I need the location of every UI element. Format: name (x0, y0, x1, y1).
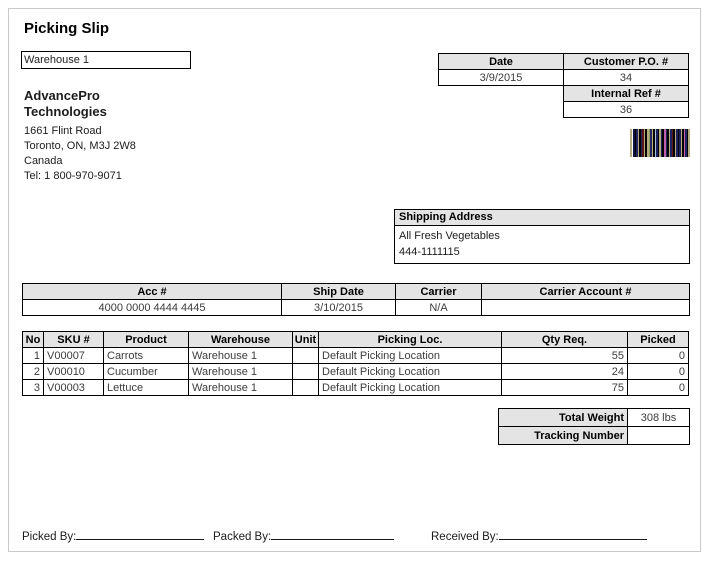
account-table (22, 283, 690, 316)
item-no: 2 (23, 364, 44, 380)
received-by-field (431, 527, 647, 543)
totals-table (498, 408, 690, 445)
carrier-account-header: Carrier Account # (482, 284, 690, 300)
items-table (22, 331, 689, 396)
spacer-cell (439, 102, 564, 118)
company-block (24, 88, 136, 184)
item-picking-loc: Default Picking Location (319, 380, 502, 396)
received-by-line (499, 527, 647, 540)
item-row (23, 380, 689, 396)
total-weight-label: Total Weight (499, 409, 628, 427)
item-picked: 0 (628, 364, 689, 380)
tracking-number-value (628, 427, 690, 445)
item-picked: 0 (628, 380, 689, 396)
table-row (23, 300, 690, 316)
received-by-label: Received By: (431, 531, 499, 543)
item-unit (293, 348, 319, 364)
item-picking-loc: Default Picking Location (319, 364, 502, 380)
packed-by-field (213, 527, 394, 543)
page-title: Picking Slip (24, 20, 110, 37)
tracking-number-label: Tracking Number (499, 427, 628, 445)
warehouse-header: Warehouse (189, 332, 293, 348)
shipping-address-body (394, 226, 690, 264)
shipping-address-line: 444-1111115 (399, 246, 460, 258)
picking-loc-header: Picking Loc. (319, 332, 502, 348)
item-unit (293, 364, 319, 380)
company-address-line: Toronto, ON, M3J 2W8 (24, 140, 136, 152)
items-header-row (23, 332, 689, 348)
item-unit (293, 380, 319, 396)
total-weight-value: 308 lbs (628, 409, 690, 427)
no-header: No (23, 332, 44, 348)
carrier-account-value (482, 300, 690, 316)
sku-header: SKU # (44, 332, 104, 348)
item-sku: V00003 (44, 380, 104, 396)
date-value: 3/9/2015 (439, 70, 564, 86)
item-row (23, 348, 689, 364)
internal-ref-header: Internal Ref # (564, 86, 689, 102)
table-row (439, 102, 689, 118)
company-name-line2: Technologies (24, 104, 107, 119)
date-header: Date (439, 54, 564, 70)
item-row (23, 364, 689, 380)
item-sku: V00007 (44, 348, 104, 364)
shipping-address-box (394, 209, 690, 264)
table-row (439, 86, 689, 102)
item-product: Cucumber (104, 364, 189, 380)
qty-req-header: Qty Req. (502, 332, 628, 348)
item-warehouse: Warehouse 1 (189, 348, 293, 364)
carrier-header: Carrier (396, 284, 482, 300)
ship-date-value: 3/10/2015 (282, 300, 396, 316)
picked-by-label: Picked By: (22, 531, 77, 543)
item-no: 3 (23, 380, 44, 396)
table-row (499, 427, 690, 445)
shipping-address-line: All Fresh Vegetables (399, 230, 500, 242)
table-row (439, 70, 689, 86)
carrier-value: N/A (396, 300, 482, 316)
item-warehouse: Warehouse 1 (189, 364, 293, 380)
item-no: 1 (23, 348, 44, 364)
picked-by-line (76, 527, 204, 540)
item-qty-req: 55 (502, 348, 628, 364)
item-picked: 0 (628, 348, 689, 364)
item-product: Carrots (104, 348, 189, 364)
table-row (23, 284, 690, 300)
spacer-cell (439, 86, 564, 102)
item-qty-req: 24 (502, 364, 628, 380)
picked-header: Picked (628, 332, 689, 348)
picked-by-field (22, 527, 204, 543)
company-name-line1: AdvancePro (24, 88, 100, 103)
item-qty-req: 75 (502, 380, 628, 396)
item-picking-loc: Default Picking Location (319, 348, 502, 364)
packed-by-line (271, 527, 394, 540)
company-address-line: Canada (24, 155, 63, 167)
item-sku: V00010 (44, 364, 104, 380)
customer-po-value: 34 (564, 70, 689, 86)
acc-number-header: Acc # (23, 284, 282, 300)
item-warehouse: Warehouse 1 (189, 380, 293, 396)
acc-number-value: 4000 0000 4444 4445 (23, 300, 282, 316)
ship-date-header: Ship Date (282, 284, 396, 300)
table-row (439, 54, 689, 70)
warehouse-input[interactable]: Warehouse 1 (21, 51, 191, 69)
shipping-address-header: Shipping Address (394, 209, 690, 226)
unit-header: Unit (293, 332, 319, 348)
table-row (499, 409, 690, 427)
internal-ref-value: 36 (564, 102, 689, 118)
order-info-table (438, 53, 689, 118)
barcode-image (630, 129, 690, 157)
packed-by-label: Packed By: (213, 531, 272, 543)
product-header: Product (104, 332, 189, 348)
customer-po-header: Customer P.O. # (564, 54, 689, 70)
company-phone: Tel: 1 800-970-9071 (24, 170, 122, 182)
company-address-line: 1661 Flint Road (24, 125, 102, 137)
item-product: Lettuce (104, 380, 189, 396)
